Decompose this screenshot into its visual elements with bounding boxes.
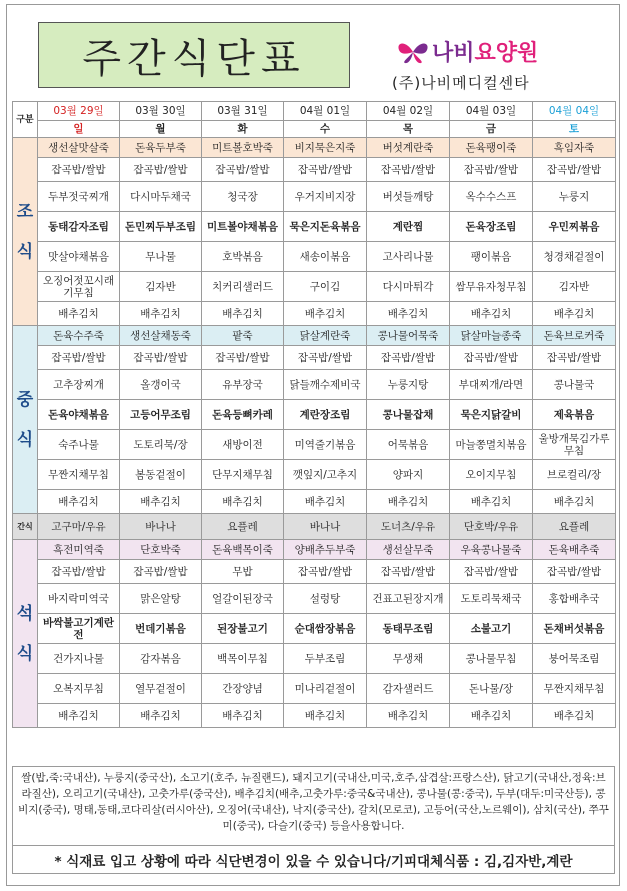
lunch-menu-cell: 배추김치: [38, 490, 120, 514]
lunch-menu-cell: 마늘쫑멸치볶음: [450, 430, 533, 460]
dinner-menu-cell: 무밥: [202, 560, 284, 584]
date-cell: 04월 03일: [450, 102, 533, 121]
breakfast-menu-cell: 배추김치: [367, 302, 450, 326]
breakfast-menu-cell: 잡곡밥/쌀밥: [202, 158, 284, 182]
dinner-menu-cell: 잡곡밥/쌀밥: [367, 560, 450, 584]
breakfast-menu-cell: 잡곡밥/쌀밥: [450, 158, 533, 182]
dinner-menu-row: [13, 674, 616, 704]
date-cell: 03월 29일: [38, 102, 120, 121]
lunch-soup-cell: 닭살계란죽: [284, 326, 367, 346]
day-cell: 일: [38, 121, 120, 138]
dinner-menu-row: [13, 704, 616, 728]
dinner-menu-cell: 감자샐러드: [367, 674, 450, 704]
breakfast-menu-cell: 배추김치: [120, 302, 202, 326]
dinner-menu-cell: 두부조림: [284, 644, 367, 674]
lunch-soup-cell: 팥죽: [202, 326, 284, 346]
dinner-menu-cell: 무짠지채무침: [533, 674, 616, 704]
breakfast-menu-row: [13, 242, 616, 272]
dinner-menu-cell: 배추김치: [367, 704, 450, 728]
lunch-menu-cell: 누룽지탕: [367, 370, 450, 400]
dinner-menu-cell: 잡곡밥/쌀밥: [284, 560, 367, 584]
lunch-menu-cell: 미역줄기볶음: [284, 430, 367, 460]
dinner-menu-cell: 잡곡밥/쌀밥: [38, 560, 120, 584]
breakfast-menu-row: [13, 272, 616, 302]
breakfast-menu-cell: 잡곡밥/쌀밥: [367, 158, 450, 182]
breakfast-menu-cell: 옥수수스프: [450, 182, 533, 212]
dinner-menu-cell: 배추김치: [450, 704, 533, 728]
breakfast-soup-cell: 비지묵은지죽: [284, 138, 367, 158]
dinner-menu-cell: 소불고기: [450, 614, 533, 644]
lunch-menu-cell: 오이지무침: [450, 460, 533, 490]
breakfast-soup-cell: 돈육두부죽: [120, 138, 202, 158]
breakfast-menu-row: [13, 182, 616, 212]
breakfast-menu-row: [13, 302, 616, 326]
dinner-menu-cell: 돈채버섯볶음: [533, 614, 616, 644]
dinner-menu-cell: 배추김치: [38, 704, 120, 728]
lunch-menu-cell: 양파지: [367, 460, 450, 490]
breakfast-menu-cell: 청국장: [202, 182, 284, 212]
dinner-soup-cell: 돈육배추죽: [533, 540, 616, 560]
dinner-menu-cell: 건가지나물: [38, 644, 120, 674]
dinner-menu-cell: 바지락미역국: [38, 584, 120, 614]
lunch-menu-cell: 배추김치: [367, 490, 450, 514]
dinner-soup-cell: 단호박죽: [120, 540, 202, 560]
dinner-menu-cell: 붕어묵조림: [533, 644, 616, 674]
dinner-menu-cell: 간장양념: [202, 674, 284, 704]
logo: [392, 34, 602, 94]
breakfast-menu-cell: 미트볼야채볶음: [202, 212, 284, 242]
lunch-menu-cell: 계란장조림: [284, 400, 367, 430]
lunch-menu-cell: 잡곡밥/쌀밥: [202, 346, 284, 370]
breakfast-menu-cell: 쌈무유자청무침: [450, 272, 533, 302]
breakfast-menu-cell: 구이김: [284, 272, 367, 302]
snack-cell: 단호박/우유: [450, 514, 533, 540]
date-cell: 03월 30일: [120, 102, 202, 121]
breakfast-soup-cell: 버섯계란죽: [367, 138, 450, 158]
lunch-menu-cell: 도토리묵/장: [120, 430, 202, 460]
day-cell: 토: [533, 121, 616, 138]
breakfast-menu-cell: 호박볶음: [202, 242, 284, 272]
snack-row: [13, 514, 616, 540]
breakfast-menu-cell: 오징어젓꼬시래기무침: [38, 272, 120, 302]
breakfast-menu-cell: 배추김치: [450, 302, 533, 326]
snack-cell: 요플레: [202, 514, 284, 540]
lunch-menu-cell: 새방이전: [202, 430, 284, 460]
dinner-menu-row: [13, 560, 616, 584]
date-cell: 04월 04일: [533, 102, 616, 121]
lunch-menu-cell: 잡곡밥/쌀밥: [38, 346, 120, 370]
logo-subtitle: (주)나비메디컬센타: [392, 74, 530, 92]
breakfast-menu-cell: 동태감자조림: [38, 212, 120, 242]
breakfast-menu-cell: 새송이볶음: [284, 242, 367, 272]
lunch-menu-row: [13, 490, 616, 514]
breakfast-menu-cell: 다시마튀각: [367, 272, 450, 302]
breakfast-menu-cell: 누룽지: [533, 182, 616, 212]
breakfast-menu-row: [13, 158, 616, 182]
lunch-menu-cell: 묵은지닭갈비: [450, 400, 533, 430]
breakfast-soup-cell: 생선살맛살죽: [38, 138, 120, 158]
lunch-menu-cell: 울방개묵김가루무침: [533, 430, 616, 460]
dinner-label-char1: 석: [16, 603, 34, 624]
lunch-menu-cell: 잡곡밥/쌀밥: [120, 346, 202, 370]
dinner-menu-cell: 감자볶음: [120, 644, 202, 674]
gubun-label: 구분: [13, 102, 38, 138]
lunch-menu-cell: 배추김치: [450, 490, 533, 514]
day-cell: 월: [120, 121, 202, 138]
breakfast-menu-cell: 고사리나물: [367, 242, 450, 272]
dinner-menu-cell: 배추김치: [533, 704, 616, 728]
lunch-menu-cell: 제육볶음: [533, 400, 616, 430]
breakfast-menu-cell: 묵은지돈육볶음: [284, 212, 367, 242]
dinner-soup-cell: 양배추두부죽: [284, 540, 367, 560]
breakfast-menu-cell: 우거지비지장: [284, 182, 367, 212]
breakfast-label-char1: 조: [16, 201, 34, 222]
lunch-menu-cell: 잡곡밥/쌀밥: [284, 346, 367, 370]
lunch-menu-cell: 돈육등뼈카레: [202, 400, 284, 430]
dinner-menu-cell: 바싹불고기계란전: [38, 614, 120, 644]
dinner-menu-cell: 동태무조림: [367, 614, 450, 644]
change-notice: * 식재료 입고 상황에 따라 식단변경이 있을 수 있습니다/기피대체식품 : 김,김자반,계란: [12, 846, 615, 874]
breakfast-menu-cell: 버섯들깨탕: [367, 182, 450, 212]
lunch-menu-cell: 봄동겉절이: [120, 460, 202, 490]
breakfast-soup-cell: 돈육팽이죽: [450, 138, 533, 158]
lunch-soup-cell: 돈육브로커죽: [533, 326, 616, 346]
breakfast-menu-cell: 김자반: [533, 272, 616, 302]
breakfast-menu-cell: 청경채겉절이: [533, 242, 616, 272]
page-title: 주간식단표: [38, 22, 350, 88]
breakfast-menu-cell: 돈육장조림: [450, 212, 533, 242]
dinner-menu-cell: 잡곡밥/쌀밥: [120, 560, 202, 584]
lunch-menu-cell: 잡곡밥/쌀밥: [450, 346, 533, 370]
lunch-menu-cell: 배추김치: [533, 490, 616, 514]
breakfast-menu-cell: 계란찜: [367, 212, 450, 242]
snack-cell: 도너츠/우유: [367, 514, 450, 540]
lunch-menu-cell: 어묵볶음: [367, 430, 450, 460]
dinner-menu-cell: 맑은알탕: [120, 584, 202, 614]
lunch-menu-cell: 콩나물잡채: [367, 400, 450, 430]
lunch-menu-cell: 고추장찌개: [38, 370, 120, 400]
dinner-menu-row: [13, 644, 616, 674]
dinner-menu-cell: 배추김치: [202, 704, 284, 728]
dinner-menu-cell: 열무겉절이: [120, 674, 202, 704]
breakfast-menu-cell: 배추김치: [202, 302, 284, 326]
dinner-menu-cell: 잡곡밥/쌀밥: [450, 560, 533, 584]
lunch-menu-row: [13, 460, 616, 490]
breakfast-menu-cell: 맛살야채볶음: [38, 242, 120, 272]
dinner-menu-cell: 배추김치: [284, 704, 367, 728]
dinner-label: [13, 540, 38, 728]
lunch-menu-cell: 배추김치: [120, 490, 202, 514]
snack-cell: 바나나: [120, 514, 202, 540]
lunch-menu-cell: 배추김치: [284, 490, 367, 514]
dinner-menu-cell: 된장불고기: [202, 614, 284, 644]
breakfast-label: [13, 138, 38, 326]
dinner-label-char2: 식: [16, 643, 34, 664]
lunch-label-char1: 중: [16, 389, 34, 410]
date-cell: 03월 31일: [202, 102, 284, 121]
lunch-menu-cell: 단무지채무침: [202, 460, 284, 490]
breakfast-menu-cell: 팽이볶음: [450, 242, 533, 272]
lunch-menu-cell: 깻잎지/고추지: [284, 460, 367, 490]
snack-cell: 고구마/우유: [38, 514, 120, 540]
lunch-soup-cell: 생선살채동죽: [120, 326, 202, 346]
dinner-menu-row: [13, 614, 616, 644]
breakfast-menu-cell: 배추김치: [284, 302, 367, 326]
dinner-menu-cell: 도토리묵채국: [450, 584, 533, 614]
dinner-soup-cell: 돈육백목이죽: [202, 540, 284, 560]
breakfast-soup-cell: 흑임자죽: [533, 138, 616, 158]
dinner-menu-cell: 홍합배추국: [533, 584, 616, 614]
menu-table: [12, 101, 616, 728]
dinner-soup-cell: 우육콩나물죽: [450, 540, 533, 560]
dinner-menu-cell: 콩나물무침: [450, 644, 533, 674]
breakfast-menu-cell: 잡곡밥/쌀밥: [38, 158, 120, 182]
lunch-menu-cell: 돈육야채볶음: [38, 400, 120, 430]
breakfast-menu-cell: 잡곡밥/쌀밥: [284, 158, 367, 182]
logo-name: [432, 36, 538, 67]
breakfast-soup-cell: 미트볼호박죽: [202, 138, 284, 158]
lunch-menu-row: [13, 370, 616, 400]
snack-label: 간식: [13, 514, 38, 540]
lunch-menu-cell: 유부장국: [202, 370, 284, 400]
breakfast-menu-cell: 돈민찌두부조림: [120, 212, 202, 242]
dinner-menu-cell: 배추김치: [120, 704, 202, 728]
lunch-menu-cell: 잡곡밥/쌀밥: [533, 346, 616, 370]
day-cell: 금: [450, 121, 533, 138]
lunch-menu-cell: 고등어무조림: [120, 400, 202, 430]
dinner-menu-cell: 돈나물/장: [450, 674, 533, 704]
dinner-menu-row: [13, 584, 616, 614]
breakfast-menu-cell: 잡곡밥/쌀밥: [120, 158, 202, 182]
lunch-menu-cell: 올갱이국: [120, 370, 202, 400]
lunch-menu-cell: 잡곡밥/쌀밥: [367, 346, 450, 370]
dinner-menu-cell: 번데기볶음: [120, 614, 202, 644]
dinner-menu-cell: 잡곡밥/쌀밥: [533, 560, 616, 584]
breakfast-menu-cell: 치커리샐러드: [202, 272, 284, 302]
lunch-soup-cell: 콩나물어묵죽: [367, 326, 450, 346]
dinner-menu-cell: 얼갈이된장국: [202, 584, 284, 614]
breakfast-menu-cell: 두부젓국찌개: [38, 182, 120, 212]
snack-cell: 요플레: [533, 514, 616, 540]
lunch-menu-cell: 닭들깨수제비국: [284, 370, 367, 400]
lunch-soup-row: [13, 326, 616, 346]
origin-note: 쌀(밥,죽:국내산), 누룽지(중국산), 소고기(호주, 뉴질랜드), 돼지고기(국내산,미국,호주,삼겹살:프랑스산), 닭고기(국내산,정육:브라질산), 오리고기(국내산), 고춧가루(중국산), 배추김치(배추,고춧가루:중국&국내산), 콩나물(콩:중국), 두부(대두:미국산등), 콩비지(중국), 명태,동태,코다리살(러시아산), 오징어(국내산), 낙지(중국산), 갈치(모로코), 고등어(국산,노르웨이), 삼치(국산), 쭈꾸미(중국), 다슬기(중국) 등을사용합니다.: [12, 766, 615, 846]
lunch-menu-row: [13, 430, 616, 460]
dinner-soup-row: [13, 540, 616, 560]
butterfly-logo-icon: [396, 40, 430, 64]
breakfast-label-char2: 식: [16, 241, 34, 262]
breakfast-menu-cell: 김자반: [120, 272, 202, 302]
lunch-menu-cell: 부대찌개/라면: [450, 370, 533, 400]
lunch-menu-row: [13, 400, 616, 430]
lunch-menu-cell: 숙주나물: [38, 430, 120, 460]
breakfast-menu-cell: 배추김치: [533, 302, 616, 326]
dinner-menu-cell: 건표고된장지개: [367, 584, 450, 614]
dinner-menu-cell: 순대쌈장볶음: [284, 614, 367, 644]
lunch-menu-row: [13, 346, 616, 370]
breakfast-menu-cell: 다시마두채국: [120, 182, 202, 212]
dinner-soup-cell: 흑전미역죽: [38, 540, 120, 560]
date-cell: 04월 01일: [284, 102, 367, 121]
date-row: [13, 102, 616, 121]
dinner-menu-cell: 오복지무침: [38, 674, 120, 704]
dinner-menu-cell: 무생채: [367, 644, 450, 674]
day-row: [13, 121, 616, 138]
breakfast-menu-cell: 배추김치: [38, 302, 120, 326]
lunch-label: [13, 326, 38, 514]
lunch-soup-cell: 닭살마늘종죽: [450, 326, 533, 346]
day-cell: 목: [367, 121, 450, 138]
logo-name-part2: 요양원: [474, 41, 539, 66]
dinner-soup-cell: 생선살무죽: [367, 540, 450, 560]
breakfast-menu-cell: 무나물: [120, 242, 202, 272]
lunch-menu-cell: 콩나물국: [533, 370, 616, 400]
breakfast-soup-row: [13, 138, 616, 158]
day-cell: 화: [202, 121, 284, 138]
snack-cell: 바나나: [284, 514, 367, 540]
lunch-label-char2: 식: [16, 429, 34, 450]
dinner-menu-cell: 설렁탕: [284, 584, 367, 614]
dinner-menu-cell: 미나리겉절이: [284, 674, 367, 704]
lunch-menu-cell: 브로컬리/장: [533, 460, 616, 490]
lunch-menu-cell: 무짠지채무침: [38, 460, 120, 490]
day-cell: 수: [284, 121, 367, 138]
lunch-soup-cell: 돈육수주죽: [38, 326, 120, 346]
breakfast-menu-cell: 잡곡밥/쌀밥: [533, 158, 616, 182]
logo-name-part1: 나비: [432, 41, 475, 66]
lunch-menu-cell: 배추김치: [202, 490, 284, 514]
dinner-menu-cell: 백목이무침: [202, 644, 284, 674]
breakfast-menu-row: [13, 212, 616, 242]
date-cell: 04월 02일: [367, 102, 450, 121]
breakfast-menu-cell: 우민찌볶음: [533, 212, 616, 242]
